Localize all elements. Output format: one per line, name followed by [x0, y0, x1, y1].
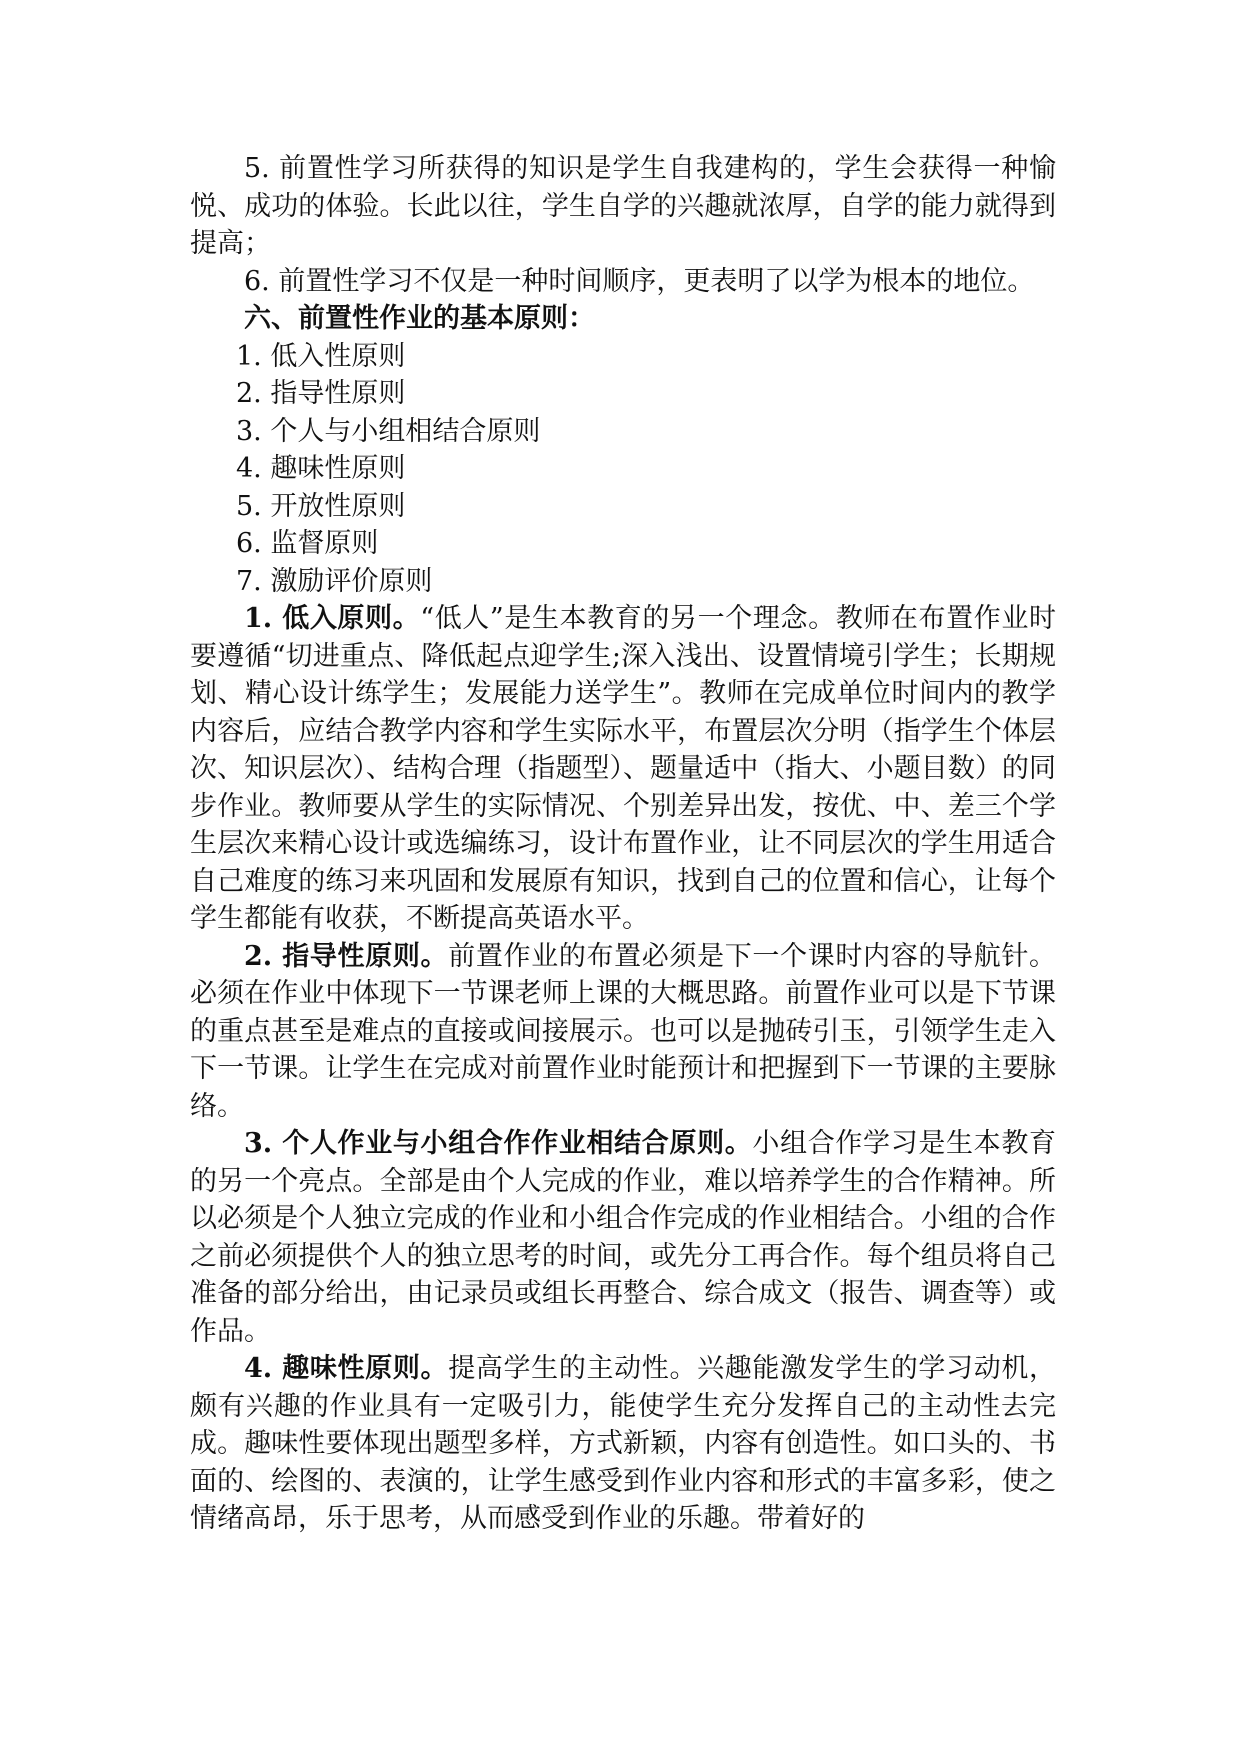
paragraph-lead: 4. 趣味性原则。 [244, 1353, 449, 1384]
paragraph-lead: 2. 指导性原则。 [244, 940, 449, 972]
paragraph-body: 前置作业的布置必须是下一个课时内容的导航针。必须在作业中体现下一节课老师上课的大概思路。前置作业可以是下节课的重点甚至是难点的直接或间接展示。也可以是抛砖引玉，引领学生走入下一节课。让学生在完成对前置作业时能预计和把握到下一节课的主要脉络。 [190, 940, 1057, 1122]
paragraph-lead: 1. 低入原则。 [244, 603, 421, 634]
paragraph-body: 小组合作学习是生本教育的另一个亮点。全部是由个人完成的作业，难以培养学生的合作精神。所以必须是个人独立完成的作业和小组合作完成的作业相结合。小组的合作之前必须提供个人的独立思考的时间，或先分工再合作。每个组员将自己准备的部分给出，由记录员或组长再整合、综合成文（报告、调查等）或作品。 [190, 1128, 1056, 1347]
principle-paragraph-3 [190, 1125, 1056, 1350]
list-item: 7. 激励评价原则 [236, 565, 433, 597]
list-item: 1. 低入性原则 [236, 340, 406, 372]
list-item: 5. 开放性原则 [236, 490, 406, 522]
intro-item-6: 6. 前置性学习不仅是一种时间顺序，更表明了以学为根本的地位。 [244, 265, 1035, 297]
document-page [190, 150, 1056, 1538]
principles-list [190, 338, 1056, 601]
list-item: 3. 个人与小组相结合原则 [236, 415, 541, 447]
principle-paragraph-2 [190, 938, 1056, 1126]
list-item: 4. 趣味性原则 [236, 453, 406, 484]
paragraph-lead: 3. 个人作业与小组合作作业相结合原则。 [244, 1128, 753, 1159]
paragraph-body: “低人”是生本教育的另一个理念。教师在布置作业时要遵循“切进重点、降低起点迎学生;深入浅出、设置情境引学生；长期规划、精心设计练学生；发展能力送学生”。教师在完成单位时间内的教学内容后，应结合教学内容和学生实际水平，布置层次分明（指学生个体层次、知识层次）、结构合理（指题型）、题量适中（指大、小题目数）的同步作业。教师要从学生的实际情况、个别差异出发，按优、中、差三个学生层次来精心设计或选编练习，设计布置作业，让不同层次的学生用适合自己难度的练习来巩固和发展原有知识，找到自己的位置和信心，让每个学生都能有收获，不断提高英语水平。 [190, 603, 1057, 934]
list-item: 2. 指导性原则 [236, 378, 406, 409]
principle-paragraph-1 [190, 600, 1056, 938]
principle-paragraph-4 [190, 1350, 1056, 1538]
list-item: 6. 监督原则 [236, 528, 379, 559]
intro-item-5: 5. 前置性学习所获得的知识是学生自我建构的，学生会获得一种愉悦、成功的体验。长此以往，学生自学的兴趣就浓厚，自学的能力就得到提高； [190, 153, 1056, 259]
section-heading: 六、前置性作业的基本原则： [244, 303, 595, 334]
paragraph-body: 提高学生的主动性。兴趣能激发学生的学习动机，颇有兴趣的作业具有一定吸引力，能使学生充分发挥自己的主动性去完成。趣味性要体现出题型多样，方式新颖，内容有创造性。如口头的、书面的、绘图的、表演的，让学生感受到作业内容和形式的丰富多彩，使之情绪高昂，乐于思考，从而感受到作业的乐趣。带着好的 [190, 1353, 1057, 1534]
